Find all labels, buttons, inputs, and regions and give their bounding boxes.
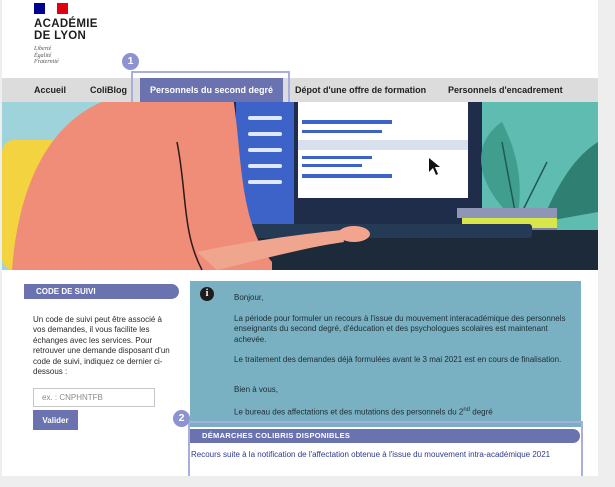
code-suivi-input[interactable]: [33, 388, 155, 407]
main-nav: [2, 78, 598, 102]
info-signature-suffix: degré: [470, 407, 493, 417]
person-figure: [12, 102, 272, 270]
nav-item-coliblog[interactable]: ColiBlog: [90, 85, 127, 95]
book-stack-icon: [457, 208, 557, 218]
annotation-badge-2: 2: [173, 410, 190, 427]
info-signature-prefix: Le bureau des affectations et des mutations des personnels du 2: [234, 407, 464, 417]
motto-fraternite: Fraternité: [34, 59, 59, 65]
flag-red: [57, 3, 68, 14]
motto-liberte: Liberté: [34, 46, 52, 52]
info-greeting: Bonjour,: [234, 293, 264, 302]
code-suivi-header: CODE DE SUIVI: [24, 284, 179, 299]
french-flag-icon: [34, 3, 68, 14]
info-icon: i: [200, 287, 214, 301]
hero-illustration: [2, 102, 598, 270]
motto-egalite: Égalité: [34, 52, 52, 59]
demarches-header: DÉMARCHES COLIBRIS DISPONIBLES: [190, 429, 580, 443]
nav-item-depot-offre-formation[interactable]: Dépot d'une offre de formation: [295, 85, 427, 95]
site-frame: [2, 0, 598, 476]
info-signature-sup: nd: [463, 407, 471, 413]
nav-item-personnels-encadrement[interactable]: Personnels d'encadrement: [448, 85, 563, 95]
hero-banner: [2, 102, 598, 270]
nav-item-personnels-second-degre[interactable]: Personnels du second degré: [140, 78, 283, 102]
annotation-badge-1: 1: [122, 53, 139, 70]
info-signature: [234, 405, 569, 418]
academie-title-line2: DE LYON: [34, 30, 87, 42]
flag-blue: [34, 3, 45, 14]
demarche-link-recours[interactable]: Recours suite à la notification de l'affectation obtenue à l'issue du mouvement intra-académique 2021: [191, 450, 551, 459]
code-suivi-description: Un code de suivi peut être associé à vos demandes, il vous facilite les échanges avec les services. Pour retrouver une demande disposant d'un code de suivi, indiquez ce dernier ci-dessous :: [33, 315, 170, 377]
info-paragraph-2: Le traitement des demandes déjà formulées avant le 3 mai 2021 est en cours de finalisation.: [234, 355, 562, 364]
info-closing: Bien à vous,: [234, 385, 279, 394]
info-paragraph-1: La période pour formuler un recours à l'issue du mouvement interacadémique des personnels enseignants du second degré, d'éducation et des psychologues scolaires est maintenant achevée.: [234, 314, 566, 344]
academie-title-line1: ACADÉMIE: [34, 18, 98, 30]
nav-item-accueil[interactable]: Accueil: [34, 85, 67, 95]
hand: [338, 226, 370, 242]
academie-logo[interactable]: [34, 3, 98, 66]
flag-white: [45, 3, 56, 14]
validate-button[interactable]: Valider: [33, 410, 78, 430]
info-message-box: [190, 281, 581, 427]
